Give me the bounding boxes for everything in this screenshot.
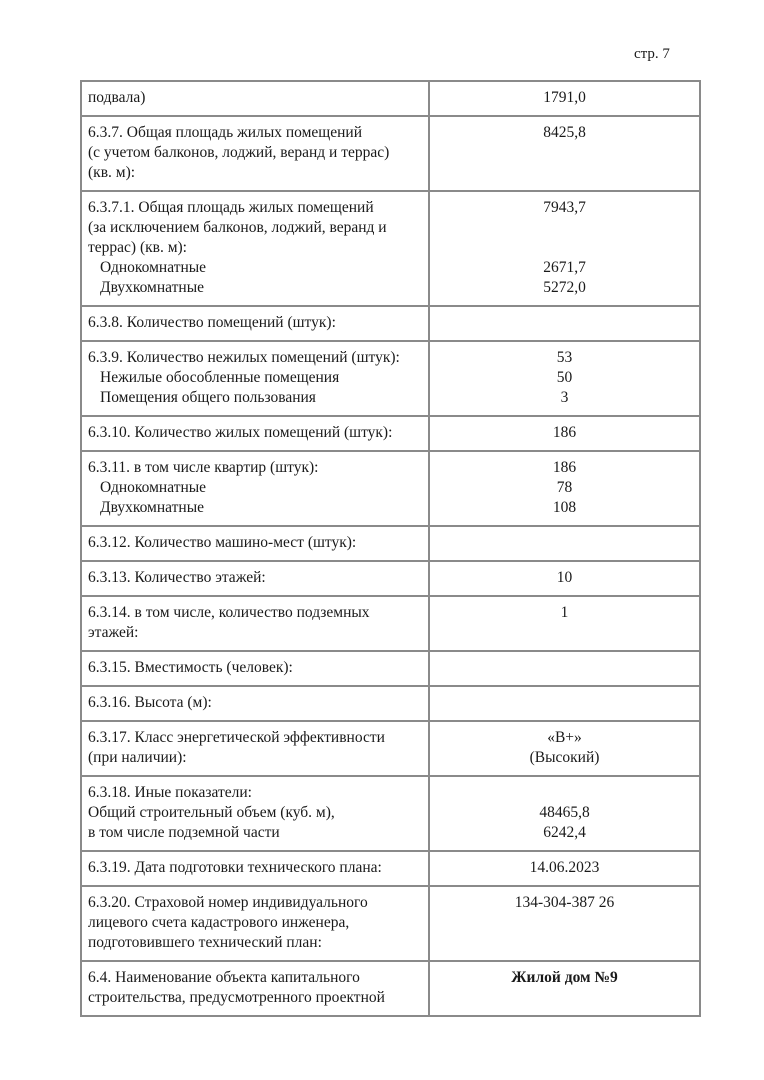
label-line: 6.3.20. Страховой номер индивидуального [88, 894, 368, 911]
label-line: подготовившего технический план: [88, 934, 322, 951]
row-label [81, 416, 429, 451]
sub-value: 2671,7 [543, 259, 586, 276]
row-label [81, 651, 429, 686]
row-label [81, 306, 429, 341]
sub-value: 50 [556, 369, 573, 386]
table-row [81, 191, 700, 306]
value-line: 53 [556, 349, 573, 366]
sub-value: 78 [556, 479, 573, 496]
table-row [81, 776, 700, 851]
building-characteristics-table [80, 80, 701, 1017]
sub-label: Помещения общего пользования [100, 389, 316, 406]
label-line: лицевого счета кадастрового инженера, [88, 914, 350, 931]
label-line: подвала) [88, 89, 146, 106]
label-line: в том числе подземной части [88, 824, 280, 841]
table-row [81, 116, 700, 191]
row-label [81, 561, 429, 596]
label-line: 6.3.16. Высота (м): [88, 694, 212, 711]
value-line: 186 [552, 459, 577, 476]
row-value [429, 561, 700, 596]
sub-label: Двухкомнатные [100, 499, 205, 516]
label-line: 6.3.12. Количество машино-мест (штук): [88, 534, 357, 551]
table-row [81, 561, 700, 596]
table-row [81, 651, 700, 686]
label-line: (за исключением балконов, лоджий, веранд и [88, 219, 387, 236]
row-value [429, 851, 700, 886]
row-value [429, 686, 700, 721]
value-line: 7943,7 [543, 199, 586, 216]
label-line: 6.3.10. Количество жилых помещений (штук): [88, 424, 393, 441]
row-label [81, 596, 429, 651]
table-row [81, 851, 700, 886]
row-value [429, 596, 700, 651]
table-row [81, 721, 700, 776]
label-line: 6.3.8. Количество помещений (штук): [88, 314, 336, 331]
table-row [81, 596, 700, 651]
label-line: Общий строительный объем (куб. м), [88, 804, 335, 821]
row-label [81, 526, 429, 561]
label-line: строительства, предусмотренного проектной [88, 989, 385, 1006]
row-label [81, 776, 429, 851]
sub-value: 3 [560, 389, 569, 406]
row-label [81, 886, 429, 961]
row-value [429, 651, 700, 686]
table-row [81, 686, 700, 721]
value-line: 1791,0 [543, 89, 586, 106]
table-row [81, 81, 700, 116]
label-line: 6.3.9. Количество нежилых помещений (штук): [88, 349, 400, 366]
object-name-value: Жилой дом №9 [511, 969, 618, 986]
label-line: (с учетом балконов, лоджий, веранд и террас) [88, 144, 390, 161]
row-value [429, 961, 700, 1016]
label-line: 6.3.7.1. Общая площадь жилых помещений [88, 199, 374, 216]
row-label [81, 686, 429, 721]
label-line: 6.3.18. Иные показатели: [88, 784, 252, 801]
label-line: 6.3.15. Вместимость (человек): [88, 659, 293, 676]
row-value [429, 416, 700, 451]
row-label [81, 81, 429, 116]
row-label [81, 721, 429, 776]
sub-value: 108 [552, 499, 577, 516]
row-value [429, 341, 700, 416]
value-line: 10 [556, 569, 573, 586]
table-row [81, 341, 700, 416]
row-value [429, 306, 700, 341]
row-value [429, 886, 700, 961]
value-line: 14.06.2023 [529, 859, 600, 876]
table-row [81, 451, 700, 526]
row-value [429, 116, 700, 191]
sub-value: 5272,0 [543, 279, 586, 296]
label-line: 6.3.7. Общая площадь жилых помещений [88, 124, 362, 141]
value-line: «B+» [547, 729, 582, 746]
value-line: 8425,8 [543, 124, 586, 141]
row-label [81, 116, 429, 191]
label-line: 6.3.14. в том числе, количество подземных [88, 604, 370, 621]
value-line: 186 [552, 424, 577, 441]
label-line: (кв. м): [88, 164, 136, 181]
label-line: 6.4. Наименование объекта капитального [88, 969, 360, 986]
row-value [429, 451, 700, 526]
row-value [429, 191, 700, 306]
sub-label: Однокомнатные [100, 259, 207, 276]
value-line: 134-304-387 26 [514, 894, 615, 911]
value-line: (Высокий) [529, 749, 600, 766]
sub-label: Двухкомнатные [100, 279, 205, 296]
table-row [81, 526, 700, 561]
sub-label: Однокомнатные [100, 479, 207, 496]
value-line: 1 [560, 604, 569, 621]
label-line: (при наличии): [88, 749, 187, 766]
sub-label: Нежилые обособленные помещения [100, 369, 340, 386]
label-line: 6.3.17. Класс энергетической эффективности [88, 729, 385, 746]
label-line: 6.3.11. в том числе квартир (штук): [88, 459, 319, 476]
row-value [429, 526, 700, 561]
page-number: стр. 7 [634, 46, 670, 62]
row-value [429, 776, 700, 851]
table-row [81, 961, 700, 1016]
table-row [81, 416, 700, 451]
row-label [81, 851, 429, 886]
row-label [81, 451, 429, 526]
row-value [429, 721, 700, 776]
value-line: 6242,4 [543, 824, 586, 841]
label-line: террас) (кв. м): [88, 239, 187, 256]
row-value [429, 81, 700, 116]
label-line: 6.3.19. Дата подготовки технического плана: [88, 859, 382, 876]
row-label [81, 341, 429, 416]
label-line: 6.3.13. Количество этажей: [88, 569, 266, 586]
row-label [81, 961, 429, 1016]
value-line: 48465,8 [539, 804, 590, 821]
row-label [81, 191, 429, 306]
label-line: этажей: [88, 624, 139, 641]
table-row [81, 886, 700, 961]
table-row [81, 306, 700, 341]
